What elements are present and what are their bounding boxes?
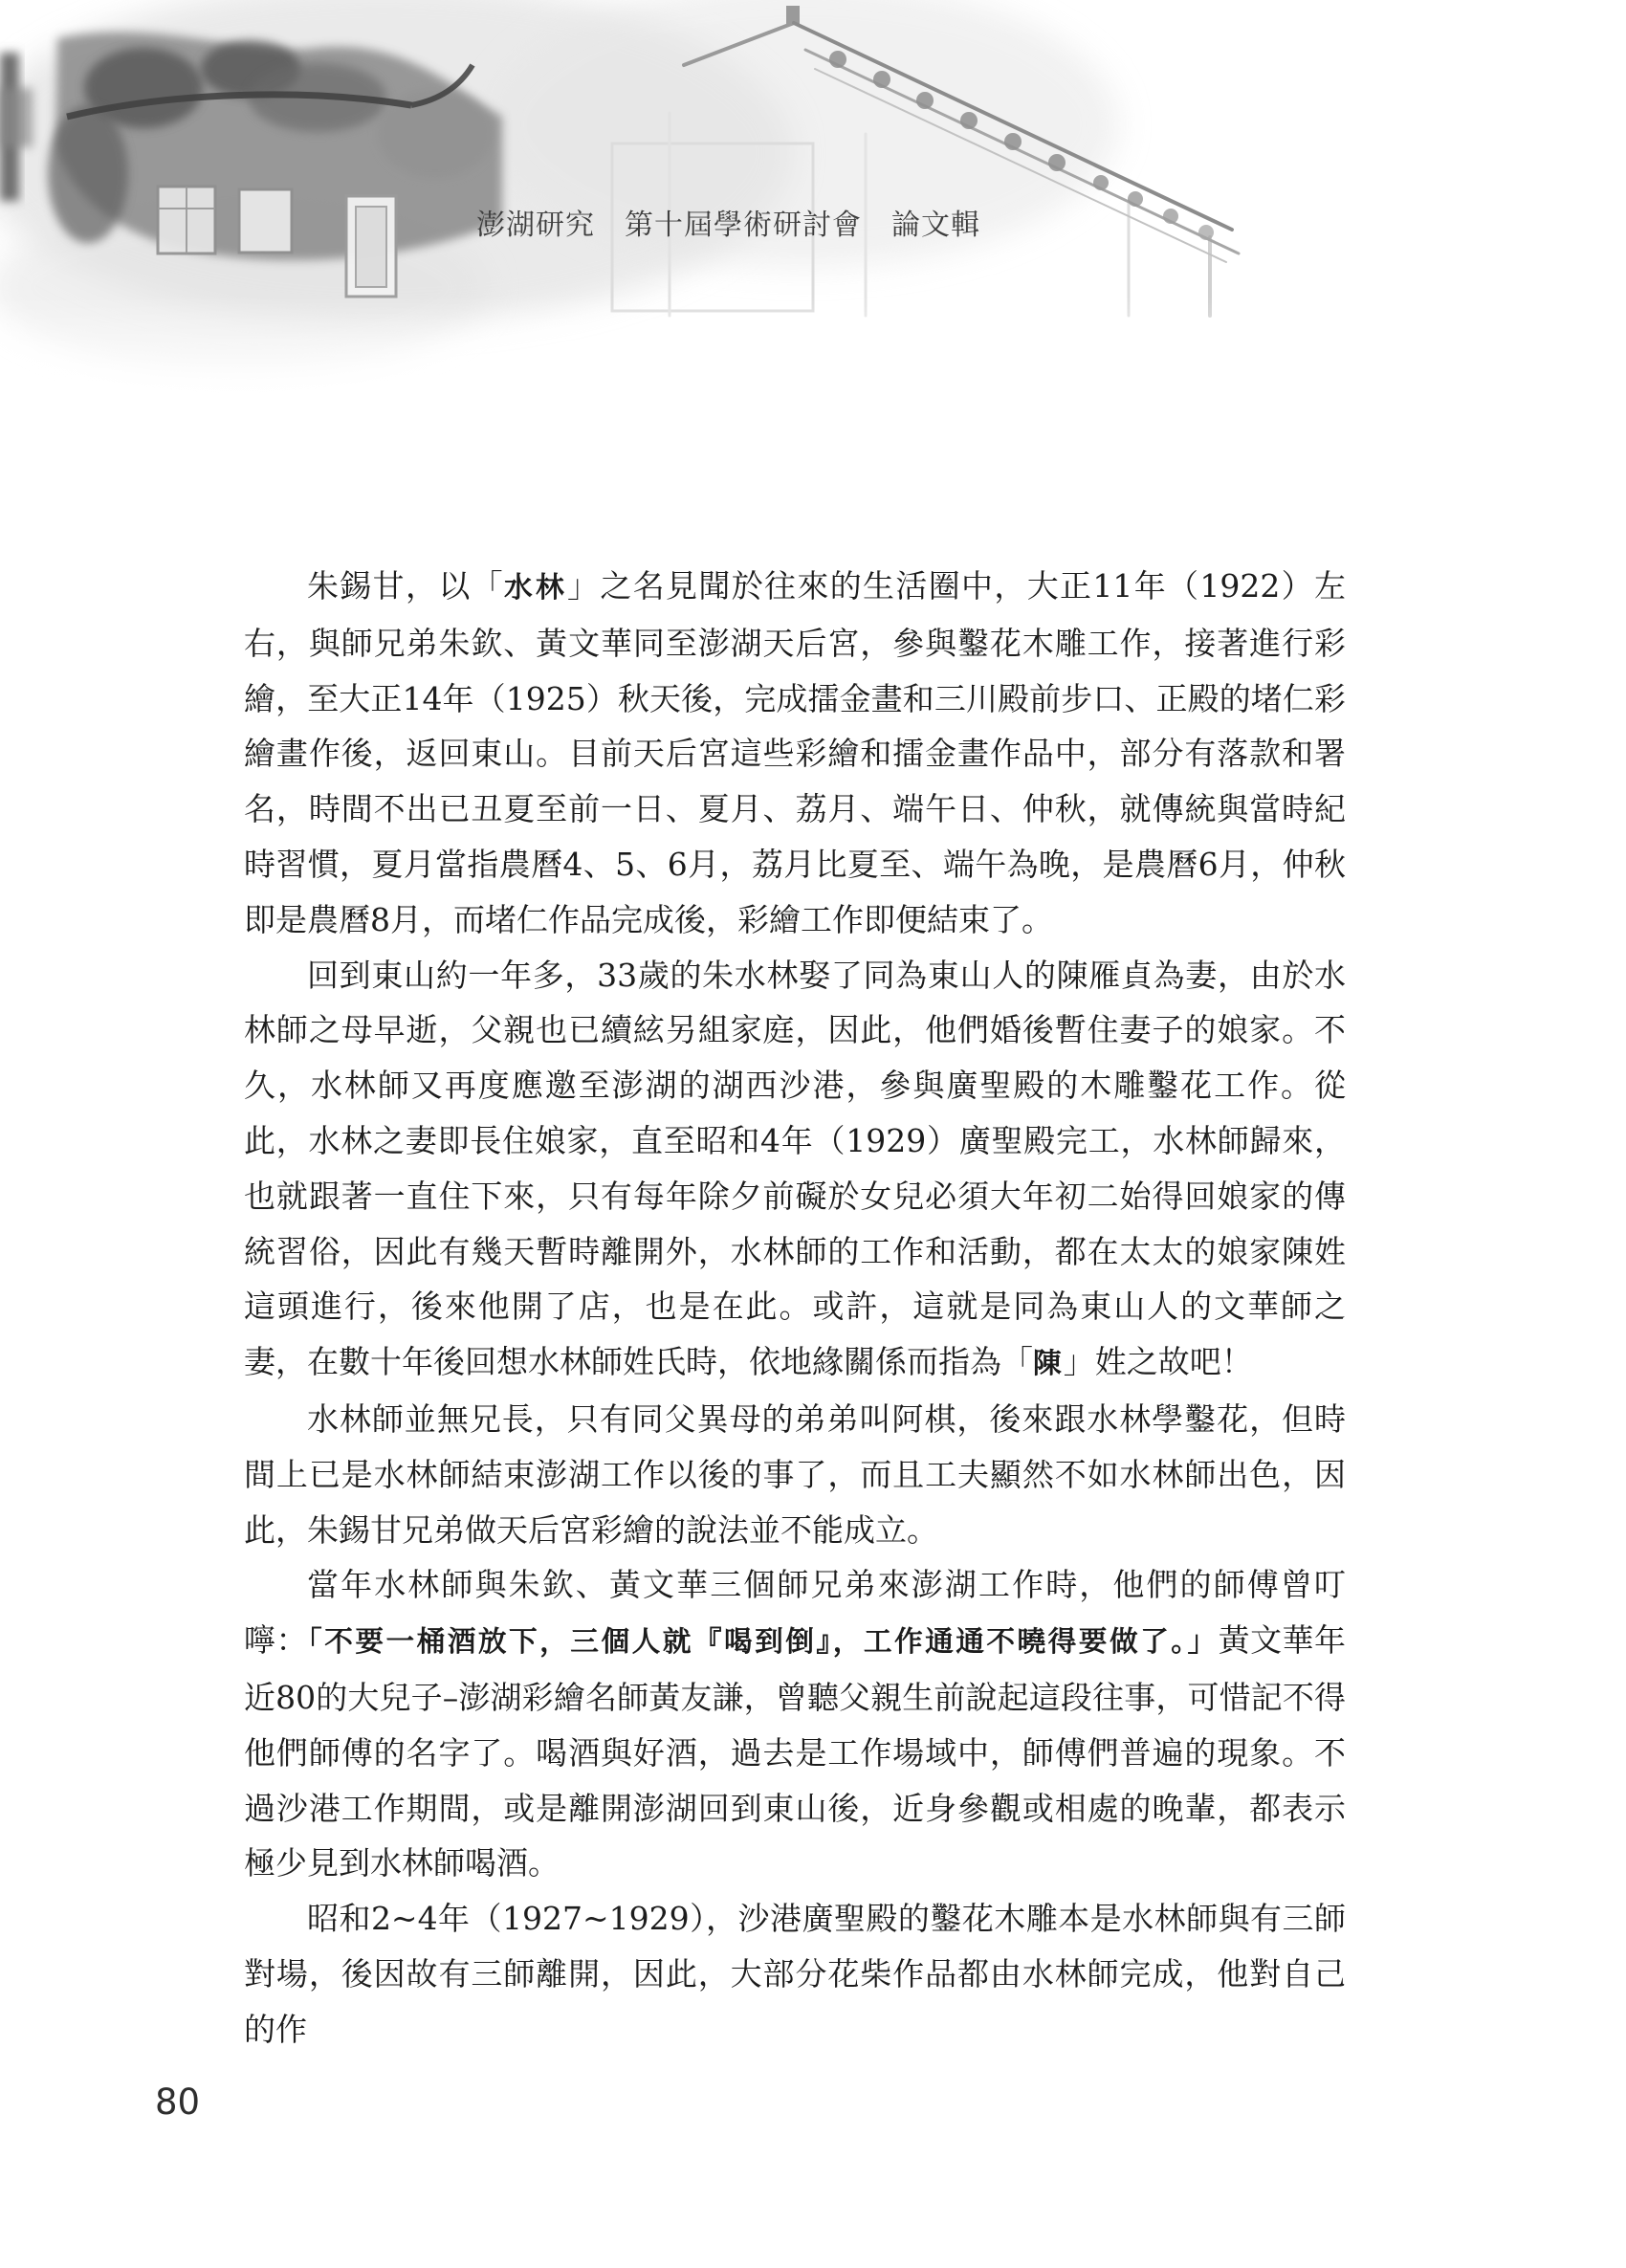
paragraph-1 — [244, 559, 1346, 948]
paragraph-4 — [244, 1557, 1346, 1891]
inline-quote: 「不要一桶酒放下，三個人就『喝到倒』，工作通通不曉得要做了。」 — [307, 1625, 1219, 1660]
text-run: 當年水林師與朱欽、黃文華三個師兄弟來澎湖工作時，他們的師傅曾叮嚀： — [244, 1566, 1346, 1660]
fade-bottom — [0, 297, 1301, 411]
paragraph-2 — [244, 948, 1346, 1392]
running-head-title: 澎湖研究 第十屆學術研討會 論文輯 — [476, 209, 980, 242]
text-run: 黃文華年近80的大兒子–澎湖彩繪名師黃友謙，曾聽父親生前說起這段往事，可惜記不得他們師傅的名字了。喝酒與好酒，過去是工作場域中，師傅們普遍的現象。不過沙港工作期間，或是離開澎湖回到東山後，近身參觀或相處的晚輩，都表示極少見到水林師喝酒。 — [244, 1621, 1347, 1883]
text-run: 朱錫甘，以「 — [307, 567, 504, 605]
text-run: 回到東山約一年多，33歲的朱水林娶了同為東山人的陳雁貞為妻，由於水林師之母早逝，父親也已續絃另組家庭，因此，他們婚後暫住妻子的娘家。不久，水林師又再度應邀至澎湖的湖西沙港，參與廣聖殿的木雕鑿花工作。從此，水林之妻即長住娘家，直至昭和4年（1929）廣聖殿完工，水林師歸來，也就跟著一直住下來，只有每年除夕前礙於女兒必須大年初二始得回娘家的傳統習俗，因此有幾天暫時離開外，水林師的工作和活動，都在太太的娘家陳姓這頭進行，後來他開了店，也是在此。或許，這就是同為東山人的文華師之妻，在數十年後回想水林師姓氏時，依地緣關係而指為「 — [244, 956, 1346, 1381]
paragraph-3: 水林師並無兄長，只有同父異母的弟弟叫阿棋，後來跟水林學鑿花，但時間上已是水林師結束澎湖工作以後的事了，而且工夫顯然不如水林師出色，因此，朱錫甘兄弟做天后宮彩繪的說法並不能成立。 — [244, 1399, 1346, 1549]
paragraph-5: 昭和2~4年（1927~1929），沙港廣聖殿的鑿花木雕本是水林師與有三師對場，後因故有三師離開，因此，大部分花柴作品都由水林師完成，他對自己的作 — [244, 1900, 1346, 2048]
article-body — [244, 559, 1346, 2058]
inline-name-shuilin: 水林 — [504, 571, 568, 605]
inline-name-chen: 陳 — [1033, 1347, 1064, 1381]
text-run: 」姓之故吧！ — [1063, 1343, 1253, 1381]
text-run: 」之名見聞於往來的生活圈中，大正11年（1922）左右，與師兄弟朱欽、黃文華同至澎湖天后宮，參與鑿花木雕工作，接著進行彩繪，至大正14年（1925）秋天後，完成擂金畫和三川殿前步口、正殿的堵仁彩繪畫作後，返回東山。目前天后宮這些彩繪和擂金畫作品中，部分有落款和署名，時間不出已丑夏至前一日、夏月、荔月、端午日、仲秋，就傳統與當時紀時習慣，夏月當指農曆4、5、6月，荔月比夏至、端午為晚，是農曆6月，仲秋即是農曆8月，而堵仁作品完成後，彩繪工作即便結束了。 — [244, 567, 1347, 938]
page-number: 80 — [155, 2081, 201, 2123]
